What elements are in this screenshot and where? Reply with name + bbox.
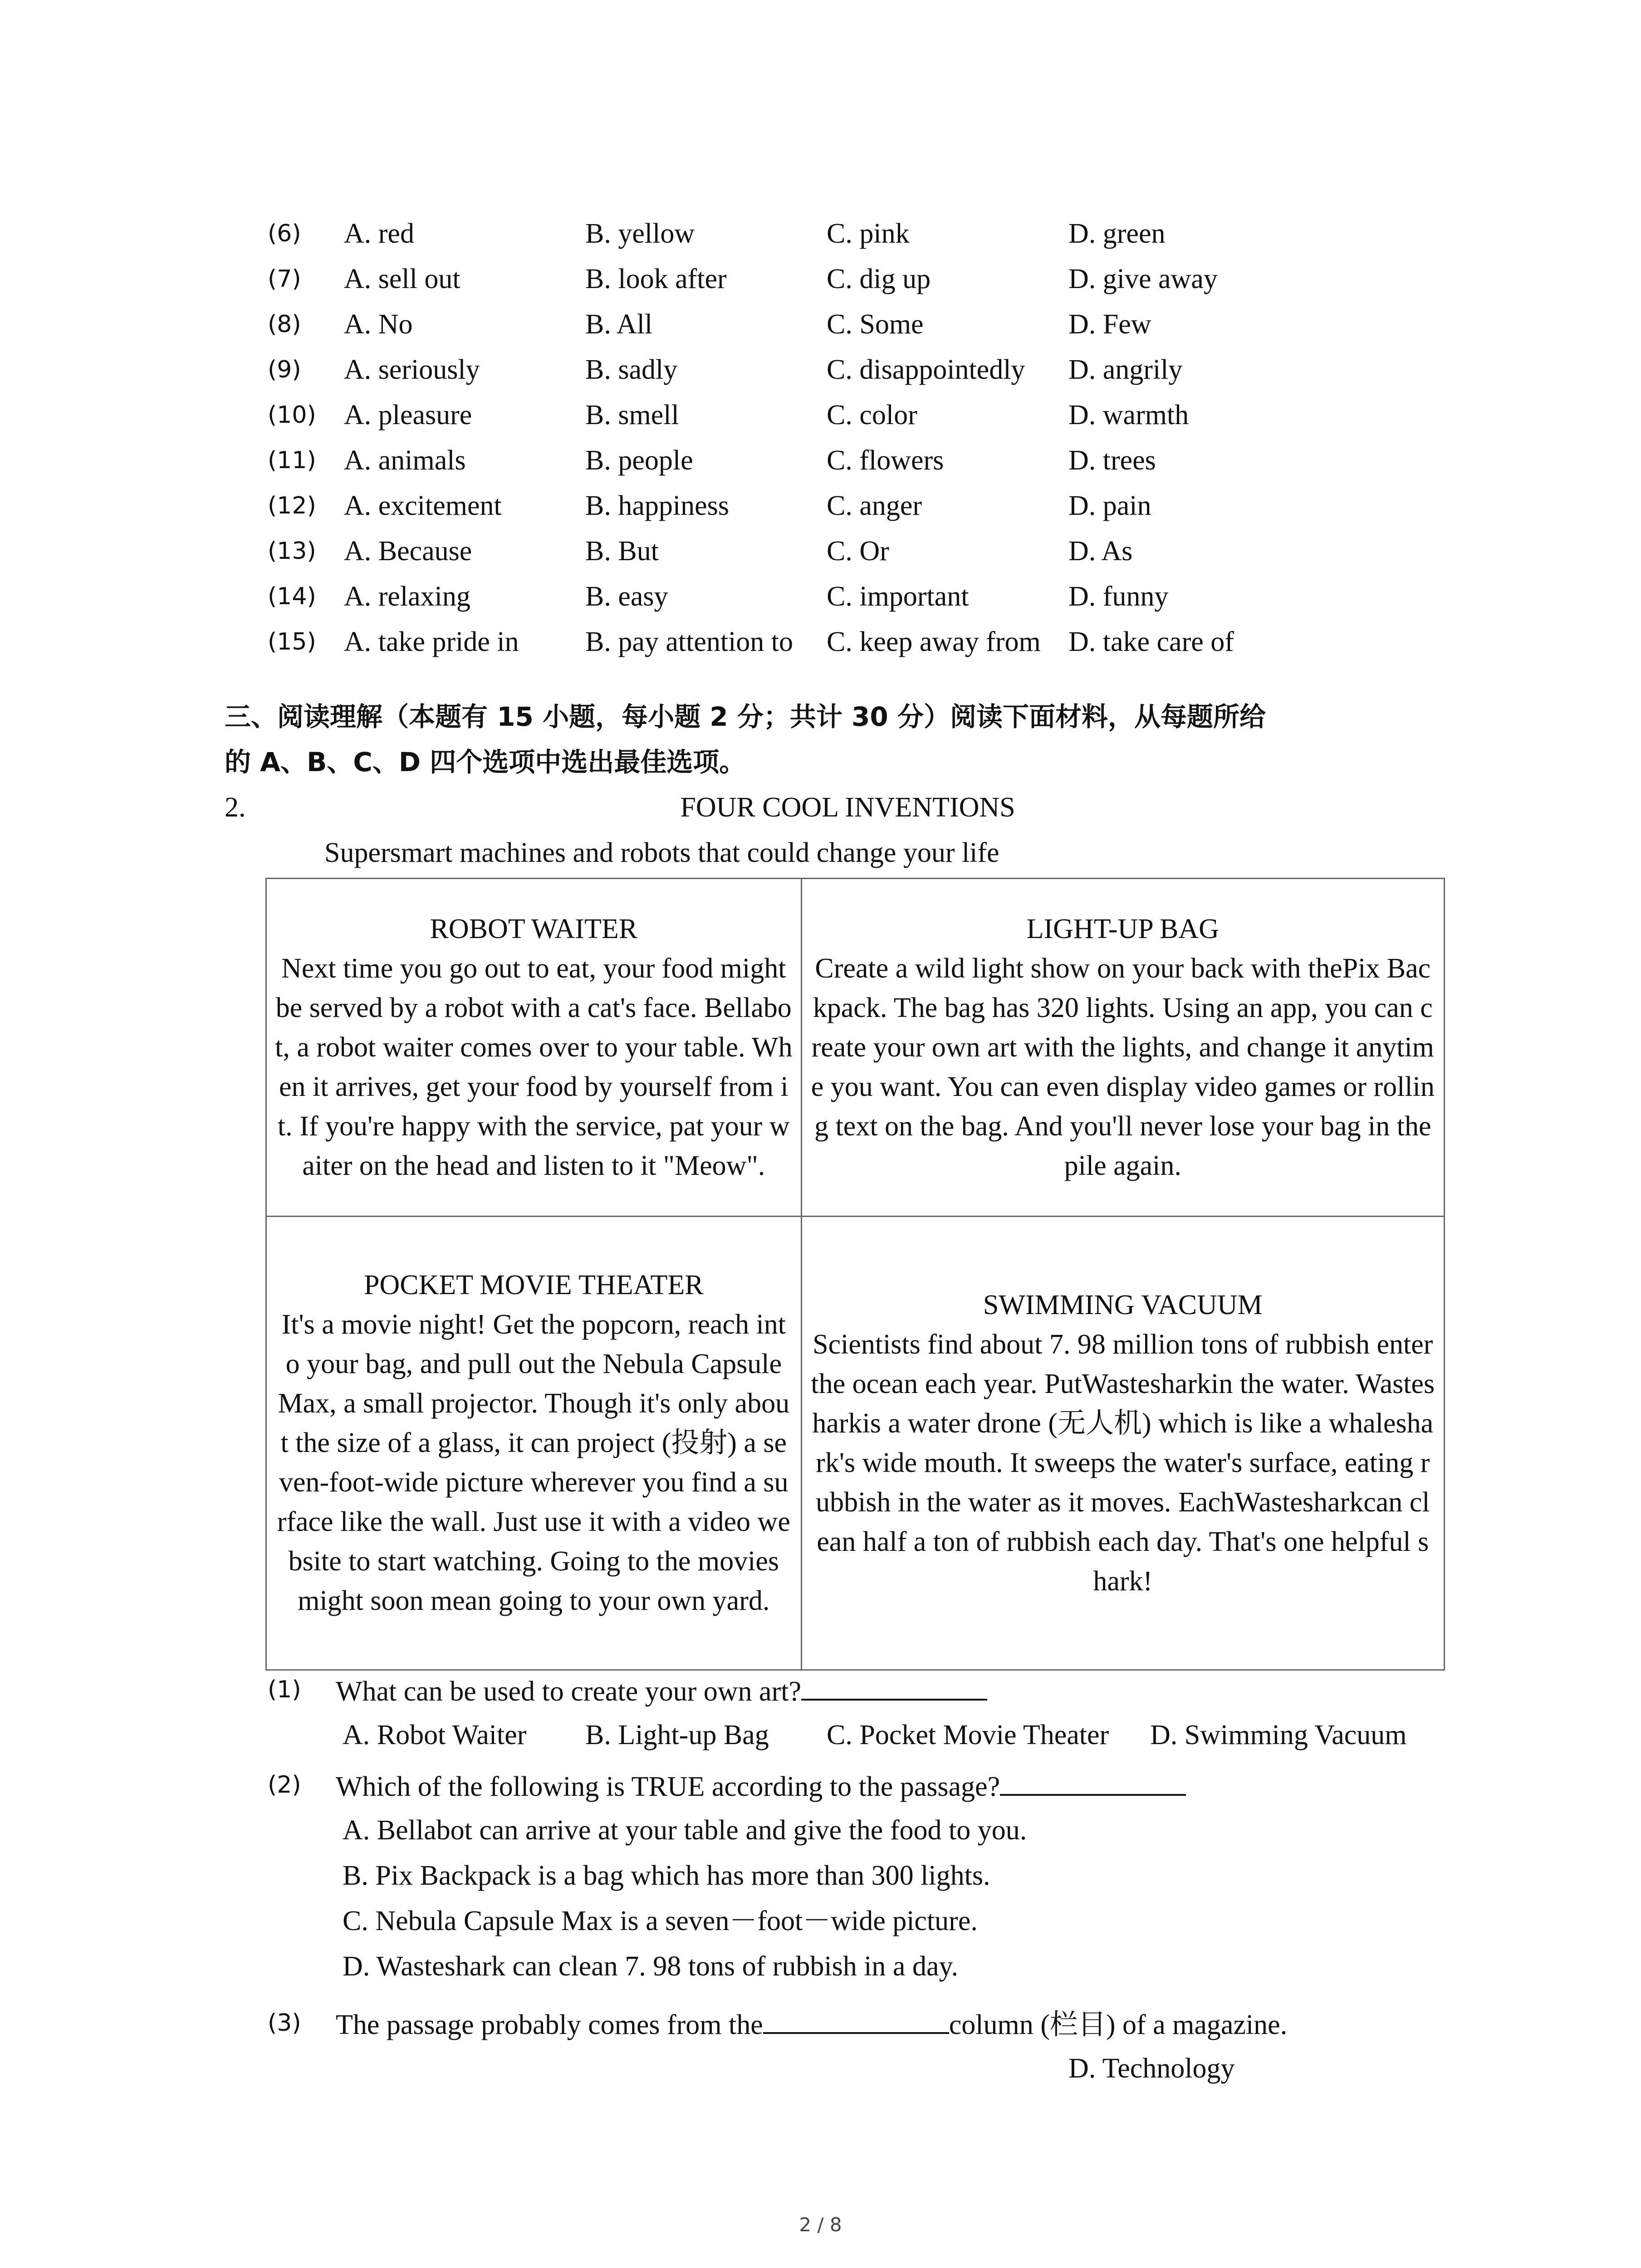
pocket-movie-cell — [266, 1217, 802, 1670]
option-c: C. Some — [827, 309, 924, 340]
q3-option-d: D. Technology — [1068, 2053, 1235, 2084]
cloze-number: (15) — [268, 628, 316, 655]
option-c: C. flowers — [827, 445, 944, 476]
option-a: A. pleasure — [344, 400, 472, 430]
light-up-bag-title: LIGHT-UP BAG — [1026, 913, 1219, 944]
cloze-number: (11) — [268, 447, 316, 474]
option-c: C. anger — [827, 490, 922, 521]
cloze-number: (13) — [268, 538, 316, 565]
option-d: D. give away — [1068, 264, 1218, 294]
option-b: B. happiness — [585, 490, 729, 521]
option-d: D. As — [1068, 536, 1133, 567]
option-a: A. seriously — [344, 354, 480, 385]
option-c: C. important — [827, 581, 969, 612]
light-up-bag-cell — [801, 879, 1444, 1217]
q1-option-a: A. Robot Waiter — [343, 1720, 527, 1750]
option-a: A. take pride in — [344, 626, 519, 657]
option-c: C. pink — [827, 218, 910, 249]
option-a: A. Because — [344, 536, 472, 567]
section-heading-line1: 三、阅读理解（本题有 15 小题，每小题 2 分；共计 30 分）阅读下面材料，从每题所给 — [225, 701, 1266, 732]
cloze-number: (12) — [268, 492, 316, 519]
option-a: A. animals — [344, 445, 466, 476]
option-d: D. green — [1068, 218, 1166, 249]
robot-waiter-cell — [266, 879, 802, 1217]
option-b: B. people — [585, 445, 693, 476]
question-3-number: (3) — [268, 2009, 301, 2037]
answer-blank — [801, 1667, 987, 1701]
q2-option-c: C. Nebula Capsule Max is a seven－foot－wide picture. — [343, 1906, 978, 1936]
option-b: B. yellow — [585, 218, 695, 249]
option-a: A. No — [344, 309, 413, 340]
option-c: C. Or — [827, 536, 889, 567]
option-b: B. easy — [585, 581, 668, 612]
passage-subtitle: Supersmart machines and robots that could change your life — [324, 837, 999, 868]
page-number: 2 / 8 — [799, 2214, 842, 2236]
option-c: C. dig up — [827, 264, 931, 294]
cloze-number: (9) — [268, 356, 301, 383]
option-c: C. keep away from — [827, 626, 1041, 657]
inventions-table — [265, 878, 1445, 1671]
answer-blank — [763, 2000, 949, 2034]
swimming-vacuum-body: Scientists find about 7. 98 million tons of rubbish enter the ocean each year. PutWastesharkin the water. Wastesharkis a water drone (无人机) which is like a whaleshark's wide mouth. It sweeps the water's surface, eating rubbish in the water as it moves. EachWastesharkcan clean half a ton of rubbish each day. That's one helpful shark! — [811, 1329, 1435, 1597]
option-d: D. Few — [1068, 309, 1151, 340]
section-heading-line2: 的 A、B、C、D 四个选项中选出最佳选项。 — [225, 747, 746, 777]
robot-waiter-title: ROBOT WAITER — [430, 913, 638, 944]
passage-number: 2. — [225, 792, 246, 823]
option-b: B. But — [585, 536, 659, 567]
option-d: D. trees — [1068, 445, 1156, 476]
q2-option-d: D. Wasteshark can clean 7. 98 tons of rubbish in a day. — [343, 1951, 958, 1982]
q1-option-d: D. Swimming Vacuum — [1150, 1720, 1407, 1750]
option-b: B. sadly — [585, 354, 678, 385]
question-3-text-before: The passage probably comes from the — [336, 2009, 763, 2040]
option-a: A. excitement — [344, 490, 502, 521]
option-c: C. color — [827, 400, 917, 430]
question-1-text: What can be used to create your own art? — [336, 1676, 801, 1707]
q2-option-a: A. Bellabot can arrive at your table and give the food to you. — [343, 1815, 1027, 1846]
option-d: D. take care of — [1068, 626, 1234, 657]
option-c: C. disappointedly — [827, 354, 1025, 385]
pocket-movie-body1: It's a movie night! Get the popcorn, reach into your bag, and pull out the Nebula Capsule — [281, 1309, 786, 1379]
cloze-number: (14) — [268, 583, 316, 610]
option-d: D. warmth — [1068, 400, 1189, 430]
option-d: D. funny — [1068, 581, 1169, 612]
question-2-text: Which of the following is TRUE according to the passage? — [336, 1771, 1000, 1802]
option-b: B. All — [585, 309, 653, 340]
passage-title: FOUR COOL INVENTIONS — [680, 792, 1015, 823]
pocket-movie-title: POCKET MOVIE THEATER — [363, 1270, 704, 1300]
option-b: B. pay attention to — [585, 626, 794, 657]
q1-option-c: C. Pocket Movie Theater — [827, 1720, 1109, 1750]
cloze-number: (10) — [268, 401, 316, 429]
q1-option-b: B. Light-up Bag — [585, 1720, 769, 1750]
swimming-vacuum-cell — [801, 1217, 1444, 1670]
table-row — [266, 879, 1445, 1217]
question-3-text-after: column (栏目) of a magazine. — [949, 2009, 1288, 2040]
option-d: D. pain — [1068, 490, 1151, 521]
robot-waiter-body: Next time you go out to eat, your food might be served by a robot with a cat's face. Bellabot, a robot waiter comes over to your table. When it arrives, get your food by yourself from it. If you're happy with the service, pat your waiter on the head and listen to it "Meow". — [275, 953, 793, 1181]
passage-title-row — [0, 785, 1641, 830]
answer-blank — [1000, 1762, 1186, 1796]
option-a: A. sell out — [344, 264, 460, 294]
pocket-movie-body2: Max, a small projector. Though it's only about the size of a glass, it can project (投射) a seven-foot-wide picture wherever you find a surface like the wall. Just use it with a video website to start watching. Going to the movies might soon mean going to your own yard. — [277, 1388, 790, 1616]
question-1-number: (1) — [268, 1676, 301, 1703]
option-b: B. look after — [585, 264, 727, 294]
table-row — [266, 1217, 1445, 1670]
option-b: B. smell — [585, 400, 679, 430]
light-up-bag-body: Create a wild light show on your back with thePix Backpack. The bag has 320 lights. Using an app, you can create your own art with the lights, and change it anytime you want. You can even display video games or rolling text on the bag. And you'll never lose your bag in the pile again. — [811, 953, 1435, 1181]
q2-option-b: B. Pix Backpack is a bag which has more than 300 lights. — [343, 1860, 990, 1891]
cloze-number: (6) — [268, 220, 301, 247]
option-d: D. angrily — [1068, 354, 1183, 385]
cloze-number: (7) — [268, 265, 301, 293]
swimming-vacuum-title: SWIMMING VACUUM — [983, 1289, 1263, 1320]
question-2-number: (2) — [268, 1771, 301, 1799]
option-a: A. red — [344, 218, 414, 249]
cloze-number: (8) — [268, 311, 301, 338]
option-a: A. relaxing — [344, 581, 470, 612]
